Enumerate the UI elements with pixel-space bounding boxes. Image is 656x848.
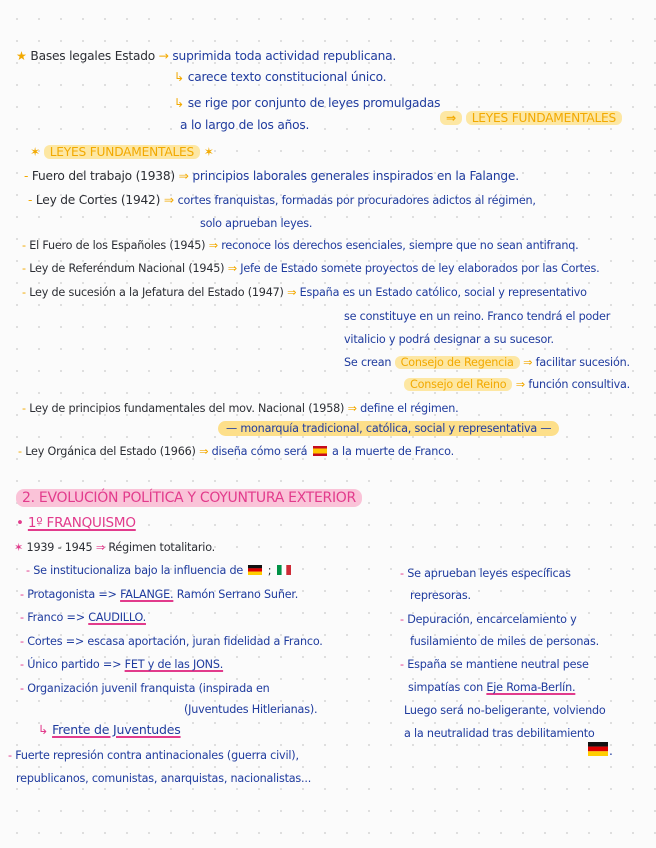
arrow-right-icon: ↳	[174, 70, 185, 84]
final-period: .	[609, 744, 613, 758]
left-item-7-cont: republicanos, comunistas, anarquistas, nacionalistas...	[16, 772, 312, 785]
right-item-4: Luego será no-beligerante, volviendo	[404, 704, 606, 717]
left-item-5: - Único partido => FET y de las JONS.	[20, 658, 224, 671]
left-item-6: - Organización juvenil franquista (inspirada en	[20, 682, 270, 695]
right-item-1-cont: represoras.	[410, 589, 471, 602]
star-icon: ★	[16, 49, 27, 63]
right-item-1: - Se aprueban leyes específicas	[400, 567, 571, 580]
bases-item-4-line	[180, 117, 309, 133]
subheading-line: • 1º FRANQUISMO	[16, 515, 136, 531]
law-2: - Ley de Cortes (1942) ⇒ cortes franquistas, formadas por procuradores adictos al régimen,	[28, 193, 536, 207]
frente-juventudes: Frente de Juventudes	[52, 722, 181, 737]
law-5-cont-1: se constituye en un reino. Franco tendrá el poder	[344, 310, 611, 323]
bases-item-3: se rige por conjunto de leyes promulgadas	[187, 96, 441, 110]
star-icon: ✶	[14, 541, 24, 554]
equals-icon: ⇒	[440, 111, 462, 125]
bases-legales-line	[16, 48, 396, 64]
arrow-right-icon: →	[158, 49, 169, 63]
right-item-3: - España se mantiene neutral pese	[400, 658, 589, 671]
law-5-consejo-regencia: Se crean Consejo de Regencia ⇒ facilitar sucesión.	[344, 356, 630, 369]
section2-heading: 2. EVOLUCIÓN POLÍTICA Y COYUNTURA EXTERIOR	[16, 489, 362, 507]
bases-item-2: carece texto constitucional único.	[187, 70, 387, 84]
arrow-right-icon: ↳	[38, 722, 49, 737]
left-item-3: - Franco => CAUDILLO.	[20, 611, 146, 624]
bases-item-2-line	[174, 69, 386, 85]
section2-heading-line	[16, 490, 362, 506]
law-5-cont-2: vitalicio y podrá designar a su sucesor.	[344, 333, 554, 346]
italy-flag-icon	[277, 565, 291, 575]
left-item-7: - Fuerte represión contra antinacionales (guerra civil),	[8, 749, 299, 762]
period-line: ✶ 1939 - 1945 ⇒ Régimen totalitario.	[14, 541, 215, 554]
consejo-reino: Consejo del Reino	[404, 378, 512, 391]
leyes-tag-line	[440, 110, 622, 126]
law-2-cont: solo aprueban leyes.	[200, 217, 313, 230]
left-item-6-cont: (Juventudes Hitlerianas).	[184, 703, 318, 716]
law-7: - Ley Orgánica del Estado (1966) ⇒ diseña cómo será a la muerte de Franco.	[18, 445, 454, 458]
right-item-3-cont: simpatías con Eje Roma-Berlín.	[408, 681, 576, 694]
spain-flag-icon	[313, 446, 327, 456]
leyes-heading-line	[30, 144, 214, 160]
arrow-right-icon: ↳	[174, 96, 185, 110]
left-item-4: - Cortes => escasa aportación, juran fidelidad a Franco.	[20, 635, 323, 648]
star-icon: ✶	[30, 145, 41, 159]
bases-item-3-line	[174, 95, 440, 111]
leyes-heading: LEYES FUNDAMENTALES	[44, 145, 200, 159]
subheading: 1º FRANQUISMO	[27, 515, 136, 531]
consejo-regencia: Consejo de Regencia	[395, 356, 520, 369]
law-5-consejo-reino: Consejo del Reino ⇒ función consultiva.	[404, 377, 630, 393]
bases-item-1: suprimida toda actividad republicana.	[172, 49, 397, 63]
right-item-2: - Depuración, encarcelamiento y	[400, 613, 577, 626]
right-item-4-cont: a la neutralidad tras debilitamiento	[404, 727, 595, 740]
law-6: - Ley de principios fundamentales del mov. Nacional (1958) ⇒ define el régimen.	[22, 402, 459, 415]
germany-flag-icon	[248, 565, 262, 575]
bases-label: Bases legales Estado	[30, 49, 156, 63]
law-4: - Ley de Referéndum Nacional (1945) ⇒ Jefe de Estado somete proyectos de ley elaborados por las Cortes.	[22, 262, 600, 275]
leyes-tag: LEYES FUNDAMENTALES	[466, 111, 622, 125]
left-item-1: - Se institucionaliza bajo la influencia de ;	[26, 563, 293, 579]
bases-item-4: a lo largo de los años.	[180, 118, 310, 132]
star-icon: ✶	[203, 145, 214, 159]
law-3: - El Fuero de los Españoles (1945) ⇒ reconoce los derechos esenciales, siempre que no sean antifranq.	[22, 239, 579, 252]
germany-flag-icon	[588, 742, 608, 756]
law-5: - Ley de sucesión a la Jefatura del Estado (1947) ⇒ España es un Estado católico, social y representativo	[22, 286, 587, 299]
frente-line	[38, 722, 181, 738]
left-item-2: - Protagonista => FALANGE. Ramón Serrano Suñer.	[20, 588, 299, 601]
right-item-2-cont: fusilamiento de miles de personas.	[410, 635, 599, 648]
law-6-cont: — monarquía tradicional, católica, social y representativa —	[218, 421, 559, 437]
law-1: - Fuero del trabajo (1938) ⇒ principios laborales generales inspirados en la Falange.	[24, 169, 519, 183]
